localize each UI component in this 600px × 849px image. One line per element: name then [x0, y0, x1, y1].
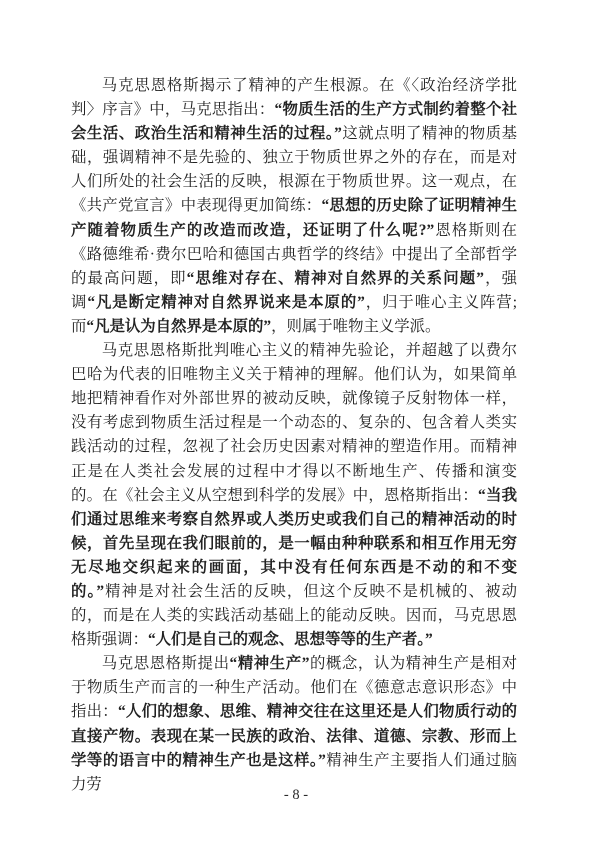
bold-quote-run: “物质生活的生产方式制约着整个社会生活、政治生活和精神生活的过程。”: [71, 101, 517, 143]
paragraph: [71, 339, 517, 652]
text-run: 马克思恩格斯揭示了精神的产生根源。在《〈政治经济学批判〉序言》中，马克思指出：: [71, 77, 517, 119]
text-run: 马克思恩格斯批判唯心主义的精神先验论，并超越了以费尔巴哈为代表的旧唯物主义关于精神的理解。他们认为，如果简单地把精神看作对外部世界的被动反映，就像镜子反射物体一样，没有考虑到物质生活过程是一个动态的、复杂的、包含着人类实践活动的过程，忽视了社会历史因素对精神的塑造作用。而精神正是在人类社会发展的过程中才得以不断地生产、传播和演变的。在《社会主义从空想到科学的发展》中，恩格斯指出：: [71, 342, 517, 504]
bold-quote-run: “精神生产”: [229, 655, 310, 673]
bold-quote-run: “凡是认为自然界是本原的”: [86, 317, 272, 335]
paragraph: [71, 74, 517, 339]
text-run: 精神生产主要指人们通过脑力劳: [71, 751, 517, 793]
bold-quote-run: “人们的想象、思维、精神交往在这里还是人们物质行动的直接产物。表现在某一民族的政治、法律、道德、宗教、形而上学等的语言中的精神生产也是这样。”: [71, 703, 517, 769]
page-number: - 8 -: [283, 787, 309, 803]
bold-quote-run: “当我们通过思维来考察自然界或人类历史或我们自己的精神活动的时候，首先呈现在我们眼前的，是一幅由种种联系和相互作用无穷无尽地交织起来的画面，其中没有任何东西是不动的和不变的。”: [71, 486, 517, 600]
text-run: 的概念，认为精神生产是相对于物质生产而言的一种生产活动。他们在《德意志意识形态》中指出：: [71, 655, 517, 721]
bold-quote-run: “思维对存在、精神对自然界的关系问题”: [186, 269, 484, 287]
text-run: 马克思恩格斯提出: [101, 655, 230, 673]
bold-quote-run: “思想的历史除了证明精神生产随着物质生产的改造而改造，还证明了什么呢?”: [71, 197, 517, 239]
text-run: 这就点明了精神的物质基础，强调精神不是先验的、独立于物质世界之外的存在，而是对人们所处的社会生活的反映，根源在于物质世界。这一观点，在《共产党宣言》中表现得更加简练：: [71, 125, 517, 215]
bold-quote-run: “人们是自己的观念、思想等等的生产者。”: [147, 631, 433, 649]
paragraph: [71, 652, 517, 797]
text-run: ，强调: [71, 269, 517, 311]
bold-quote-run: “凡是断定精神对自然界说来是本原的”: [87, 293, 365, 311]
text-run: 恩格斯则在《路德维希·费尔巴哈和德国古典哲学的终结》中提出了全部哲学的最高问题，即: [71, 221, 517, 287]
text-run: 精神是对社会生活的反映，但这个反映不是机械的、被动的，而是在人类的实践活动基础上的能动反映。因而，马克思恩格斯强调：: [71, 582, 517, 649]
document-body: [71, 74, 517, 797]
text-run: ，归于唯心主义阵营;而: [71, 293, 517, 335]
text-run: ，则属于唯物主义学派。: [271, 317, 441, 335]
